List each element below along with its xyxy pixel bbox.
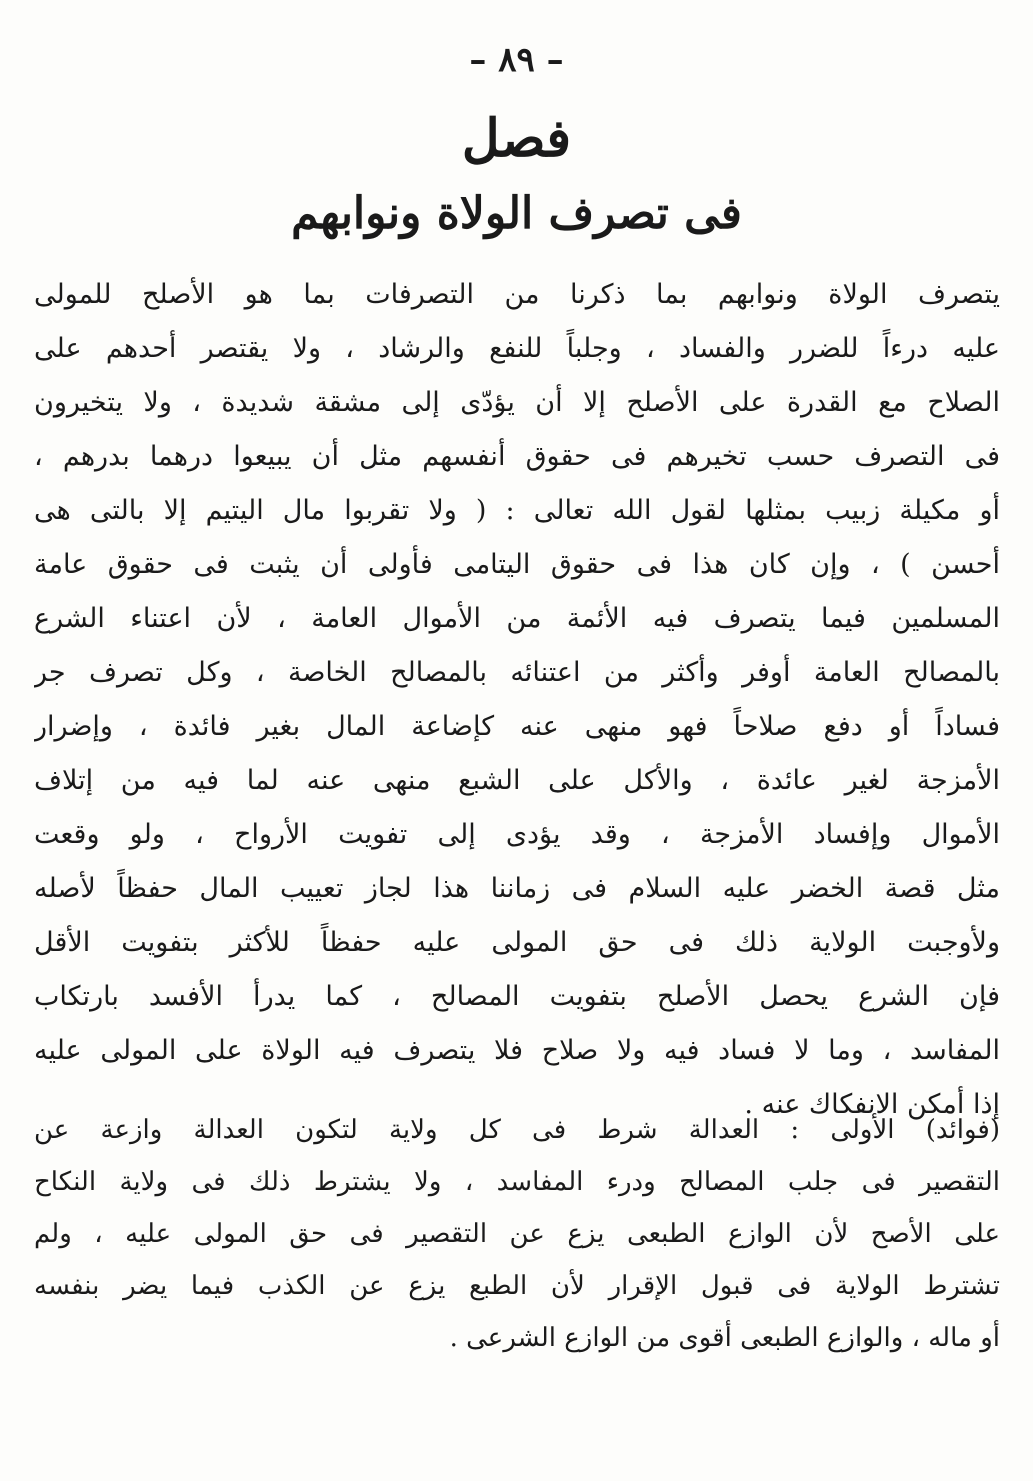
note-line: (فوائد) الأولى : العدالة شرط فى كل ولاية لتكون العدالة وازعة عن (34, 1115, 1000, 1145)
benefits-note-text (34, 1104, 1000, 1364)
body-line: المفاسد ، وما لا فساد فيه ولا صلاح فلا يتصرف فيه الولاة على المولى عليه (34, 1035, 1000, 1066)
body-line: فإن الشرع يحصل الأصلح بتفويت المصالح ، كما يدرأ الأفسد بارتكاب (34, 981, 1000, 1012)
body-line: فى التصرف حسب تخيرهم فى حقوق أنفسهم مثل أن يبيعوا درهما بدرهم ، (34, 441, 1000, 472)
body-line: بالمصالح العامة أوفر وأكثر من اعتنائه بالمصالح الخاصة ، وكل تصرف جر (34, 657, 1000, 688)
chapter-title: فصل (461, 108, 572, 169)
body-line: مثل قصة الخضر عليه السلام فى زماننا هذا لجاز تعييب المال حفظاً لأصله (34, 873, 1000, 904)
body-line: عليه درءاً للضرر والفساد ، وجلباً للنفع والرشاد ، ولا يقتصر أحدهم على (34, 333, 1000, 364)
main-body-text (34, 268, 1000, 1132)
page-number: – ٨٩ – (469, 40, 564, 80)
body-line: الصلاح مع القدرة على الأصلح إلا أن يؤدّى إلى مشقة شديدة ، ولا يتخيرون (34, 387, 1000, 418)
body-line: أحسن ) ، وإن كان هذا فى حقوق اليتامى فأولى أن يثبت فى حقوق عامة (34, 549, 1000, 580)
note-line: تشترط الولاية فى قبول الإقرار لأن الطبع يزع عن الكذب فيما يضر بنفسه (34, 1271, 1000, 1301)
body-line: ولأوجبت الولاية ذلك فى حق المولى عليه حفظاً للأكثر بتفويت الأقل (34, 927, 1000, 958)
body-line: الأمزجة لغير عائدة ، والأكل على الشبع منهى عنه لما فيه من إتلاف (34, 765, 1000, 796)
note-line: التقصير فى جلب المصالح ودرء المفاسد ، ولا يشترط ذلك فى ولاية النكاح (34, 1167, 1000, 1197)
body-line: فساداً أو دفع صلاحاً فهو منهى عنه كإضاعة المال بغير فائدة ، وإضرار (34, 711, 1000, 742)
body-line: المسلمين فيما يتصرف فيه الأئمة من الأموال العامة ، لأن اعتناء الشرع (34, 603, 1000, 634)
body-line: يتصرف الولاة ونوابهم بما ذكرنا من التصرفات بما هو الأصلح للمولى (34, 279, 1000, 310)
body-line: إذا أمكن الانفكاك عنه . (744, 1089, 1000, 1120)
body-line: الأموال وإفساد الأمزجة ، وقد يؤدى إلى تفويت الأرواح ، ولو وقعت (34, 819, 1000, 850)
note-line: على الأصح لأن الوازع الطبعى يزع عن التقصير فى حق المولى عليه ، ولم (34, 1219, 1000, 1249)
body-line: أو مكيلة زبيب بمثلها لقول الله تعالى : ( ولا تقربوا مال اليتيم إلا بالتى هى (34, 495, 1000, 526)
note-line: أو ماله ، والوازع الطبعى أقوى من الوازع الشرعى . (449, 1323, 1000, 1353)
chapter-subtitle: فى تصرف الولاة ونوابهم (291, 188, 742, 239)
